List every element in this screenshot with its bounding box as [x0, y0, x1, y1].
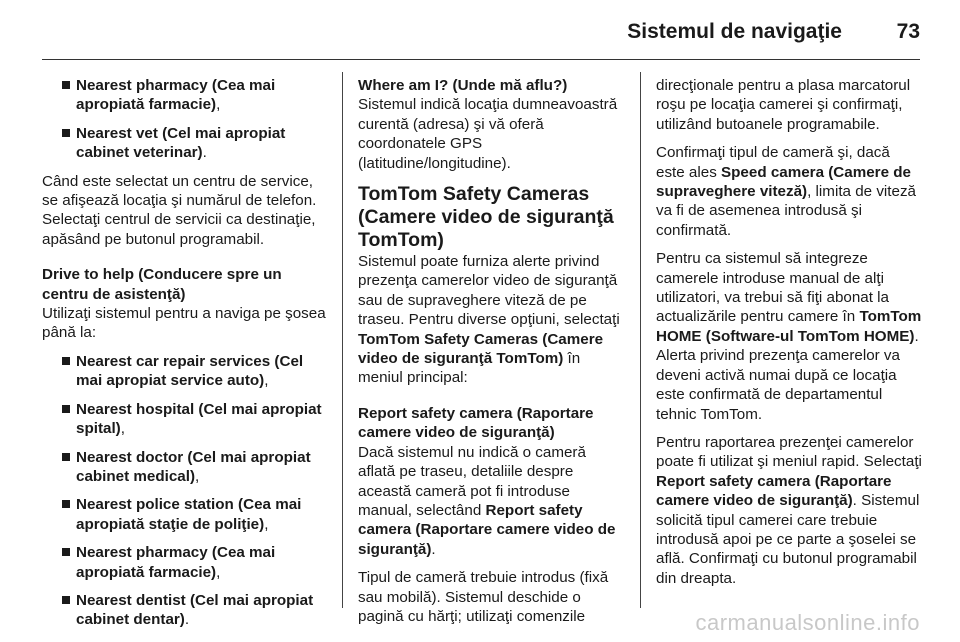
list-item: Nearest doctor (Cel mai apropiat cabinet medical),	[42, 448, 326, 487]
where-am-i-text: Sistemul indică locaţia dumneavoastră curentă (adresa) şi vă oferă coordonatele GPS (latitudine/longitudine).	[358, 96, 618, 172]
quick-menu-paragraph: Pentru raportarea prezenţei camerelor poate fi utilizat şi meniul rapid. Selectaţi Report safety camera (Raportare camere video de siguranţă). Sistemul solicită tipul camerei care trebuie introdusă apoi pe ce parte a şoselei se află. Confirmaţi cu butonul programabil din dreapta.	[656, 433, 922, 587]
list-item: Nearest car repair services (Cel mai apropiat service auto),	[42, 352, 326, 391]
where-am-i-block	[358, 76, 624, 173]
column-3	[656, 76, 922, 597]
column-2	[358, 76, 624, 635]
list-item: Nearest dentist (Cel mai apropiat cabinet dentar).	[42, 591, 326, 630]
page-number: 73	[896, 20, 920, 43]
bullet-icon	[62, 500, 70, 508]
facility-list-2	[42, 352, 326, 630]
page-header	[0, 0, 960, 64]
report-camera-block: Report safety camera (Raportare camere video de siguranţă) Dacă sistemul nu indică o cameră aflată pe traseu, detaliile despre această cameră pot fi introduse manual, selectând Report safety camera (Raportare camere video de siguranţă).	[358, 404, 616, 558]
list-item: Nearest pharmacy (Cea mai apropiată farmacie),	[42, 543, 326, 582]
list-item: Nearest police station (Cea mai apropiată staţie de poliţie),	[42, 495, 326, 534]
page-title: Sistemul de navigaţie	[627, 20, 842, 43]
list-item: Nearest pharmacy (Cea mai apropiată farmacie),	[42, 76, 326, 115]
service-paragraph: Când este selectat un centru de service, se afişează locaţia şi numărul de telefon. Selectaţi centrul de servicii ca destinaţie, apăsând pe butonul programabil.	[42, 172, 317, 248]
bullet-icon	[62, 596, 70, 604]
list-item: Nearest vet (Cel mai apropiat cabinet veterinar).	[42, 124, 326, 163]
column-divider-1	[342, 72, 343, 608]
bullet-icon	[62, 548, 70, 556]
list-item: Nearest hospital (Cel mai apropiat spital),	[42, 400, 326, 439]
safety-cameras-intro: Sistemul poate furniza alerte privind prezenţa camerelor video de siguranţă sau de supraveghere viteză de pe traseu. Pentru diverse opţiuni, selectaţi TomTom Safety Cameras (Camere video de siguranţă TomTom) în meniul principal:	[358, 253, 620, 387]
bullet-icon	[62, 405, 70, 413]
camera-type-paragraph: Tipul de cameră trebuie introdus (fixă sau mobilă). Sistemul deschide o pagină cu hărţi; utilizaţi comenzile	[358, 569, 609, 625]
report-camera-heading: Report safety camera (Raportare camere video de siguranţă)	[358, 404, 594, 442]
drive-to-help-heading: Drive to help (Conducere spre un centru de asistenţă)	[42, 266, 282, 303]
bullet-icon	[62, 81, 70, 89]
where-am-i-heading: Where am I? (Unde mă aflu?)	[358, 77, 568, 94]
watermark: carmanualsonline.info	[695, 610, 920, 635]
marker-paragraph: direcţionale pentru a plasa marcatorul roşu pe locaţia camerei şi confirmaţi, utilizând butoanele programabile.	[656, 77, 911, 133]
column-divider-2	[640, 72, 641, 608]
drive-to-help-text: Utilizaţi sistemul pentru a naviga pe şosea până la:	[42, 305, 326, 342]
confirm-type-paragraph: Confirmaţi tipul de cameră şi, dacă este ales Speed camera (Camere de supraveghere viteză), limita de viteză va fi de asemenea introdusă şi confirmată.	[656, 144, 916, 239]
bullet-icon	[62, 453, 70, 461]
facility-list-1	[42, 76, 326, 163]
bullet-icon	[62, 357, 70, 365]
subscription-paragraph: Pentru ca sistemul să integreze camerele introduse manual de alţi utilizatori, va trebui să fiţi abonat la actualizările pentru camere în TomTom HOME (Software-ul TomTom HOME). Alerta privind prezenţa camerelor va deveni activă numai după ce locaţia este confirmată de departamentul tehnic TomTom.	[656, 250, 922, 423]
section-heading: TomTom Safety Cameras (Camere video de siguranţă TomTom)	[358, 183, 614, 252]
header-rule	[42, 59, 920, 60]
bullet-icon	[62, 129, 70, 137]
column-1	[42, 76, 326, 639]
drive-to-help-block	[42, 265, 326, 343]
